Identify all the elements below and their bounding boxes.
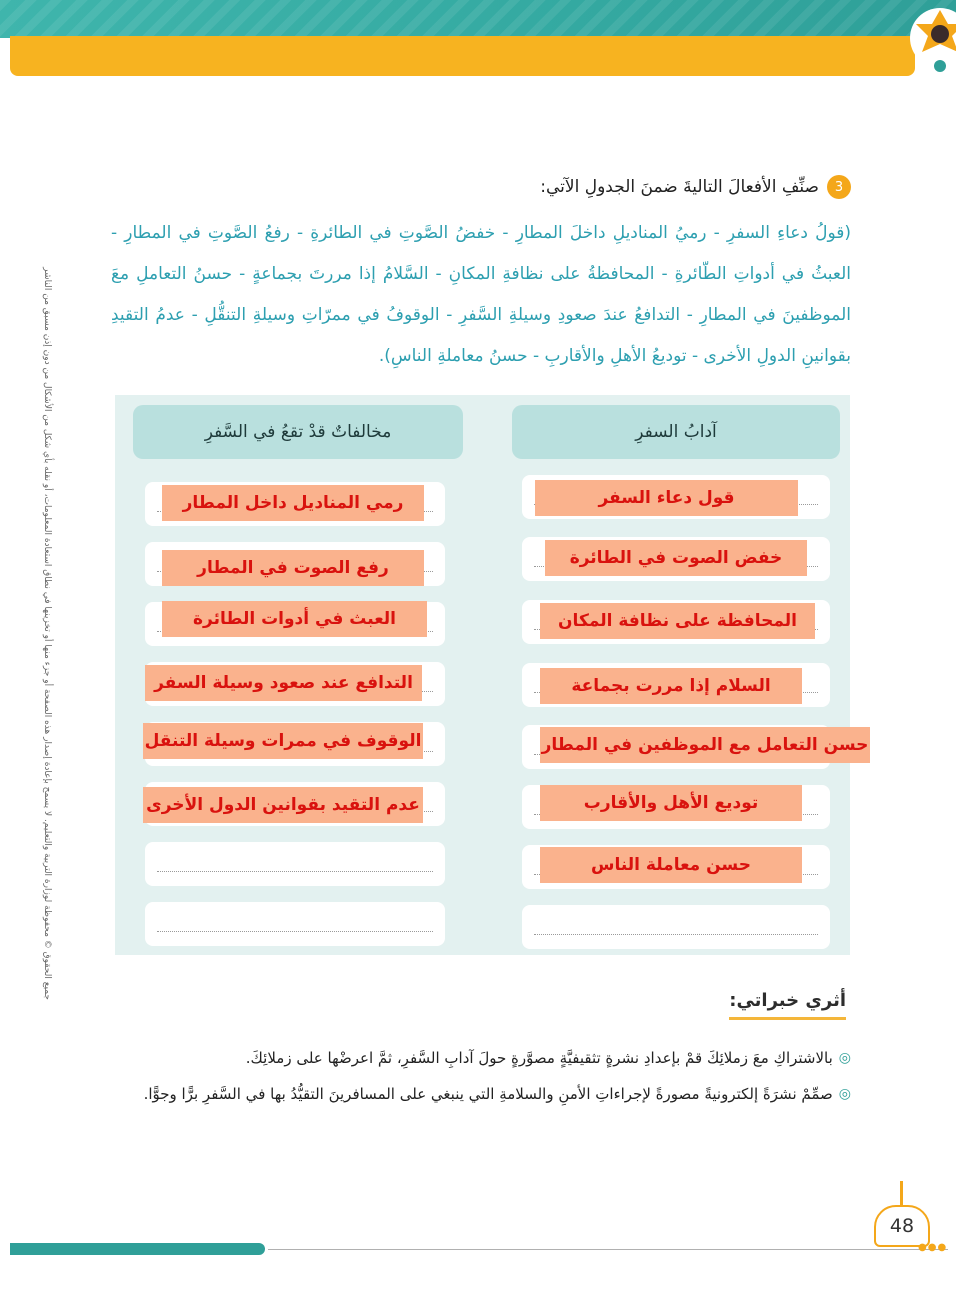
etiquette-answer: حسن معاملة الناس	[540, 847, 802, 883]
question-header	[111, 175, 851, 199]
copyright-side-note: جميع الحقوق © محفوظة لوزارة التربية والتعليم. لا يسمح بإعادة إصدار هذه الصفحة أو جزء منها أو تخزينها في نطاق استعادة المعلومات، أو نقله بأي شكل من الأشكال من دون إذن مسبق من الناشر	[42, 267, 52, 1000]
violation-answer: رفع الصوت في المطار	[162, 550, 424, 586]
etiquette-answer: خفض الصوت في الطائرة	[545, 540, 807, 576]
target-bullet-icon: ◎	[838, 1050, 851, 1066]
classification-table	[115, 395, 869, 955]
footer-divider	[268, 1249, 948, 1250]
page-number-badge	[874, 1205, 930, 1247]
question-number-badge: 3	[827, 175, 851, 199]
question-prompt: صنِّفِ الأفعالَ التاليةَ ضمنَ الجدولِ الآتي:	[540, 177, 819, 197]
etiquette-answer: حسن التعامل مع الموظفين في المطار	[540, 727, 870, 763]
table-cell[interactable]	[522, 905, 830, 949]
activity-text: صمِّمْ نشرَةً إلكترونيةً مصورةً لإجراءاتِ الأمنِ والسلامةِ التي ينبغي على المسافرينَ التقيُّدُ بها في السَّفرِ برًّا وجوًّا.	[143, 1085, 833, 1103]
etiquette-answer: توديع الأهل والأقارب	[540, 785, 802, 821]
etiquette-answer: قول دعاء السفر	[535, 480, 798, 516]
ornament-icon	[894, 0, 956, 84]
enrich-section-title: أثري خبراتي:	[729, 990, 846, 1020]
violation-answer: رمي المناديل داخل المطار	[162, 485, 424, 521]
etiquette-answer: المحافظة على نظافة المكان	[540, 603, 815, 639]
list-item	[91, 1076, 851, 1112]
header-teal-band	[0, 0, 956, 38]
header-yellow-band	[10, 36, 915, 76]
list-item	[91, 1040, 851, 1076]
footer-dots-icon: ●●●	[918, 1242, 948, 1253]
question-block	[111, 175, 851, 377]
violation-answer: العبث في أدوات الطائرة	[162, 601, 427, 637]
table-cell[interactable]	[145, 842, 445, 886]
violation-answer: الوقوف في ممرات وسيلة التنقل	[143, 723, 423, 759]
table-cell[interactable]	[145, 902, 445, 946]
activity-text: بالاشتراكِ معَ زملائِكَ قمْ بإعدادِ نشرةٍ تثقيفيَّةٍ مصوَّرةٍ حولَ آدابِ السَّفرِ، ثمَّ اعرضْها على زملائِكَ.	[245, 1049, 833, 1067]
footer-teal-bar	[10, 1243, 265, 1255]
target-bullet-icon: ◎	[838, 1086, 851, 1102]
actions-list-text: (قولُ دعاءِ السفرِ - رميُ المناديلِ داخلَ المطارِ - خفضُ الصَّوتِ في الطائرةِ - رفعُ الصَّوتِ في المطارِ - العبثُ في أدواتِ الطّائرةِ - المحافظةُ على نظافةِ المكانِ - السَّلامُ إذا مررتَ بجماعةٍ - حسنُ التعاملِ معَ الموظفينَ في المطارِ - التدافعُ عندَ صعودِ وسيلةِ السَّفرِ - الوقوفُ في ممرّاتِ وسيلةِ التنقُّلِ - عدمُ التقيدِ بقوانينِ الدولِ الأخرى - توديعُ الأهلِ والأقاربِ - حسنُ معاملةِ الناسِ).	[111, 223, 851, 366]
activities-list	[91, 1040, 851, 1112]
page-number: 48	[889, 1215, 915, 1237]
violations-column-header: مخالفاتٌ قدْ تقعُ في السَّفرِ	[133, 405, 463, 459]
violation-answer: التدافع عند صعود وسيلة السفر	[145, 665, 422, 701]
violation-answer: عدم التقيد بقوانين الدول الأخرى	[143, 787, 423, 823]
etiquette-column-header: آدابُ السفرِ	[512, 405, 840, 459]
etiquette-answer: السلام إذا مررت بجماعة	[540, 668, 802, 704]
